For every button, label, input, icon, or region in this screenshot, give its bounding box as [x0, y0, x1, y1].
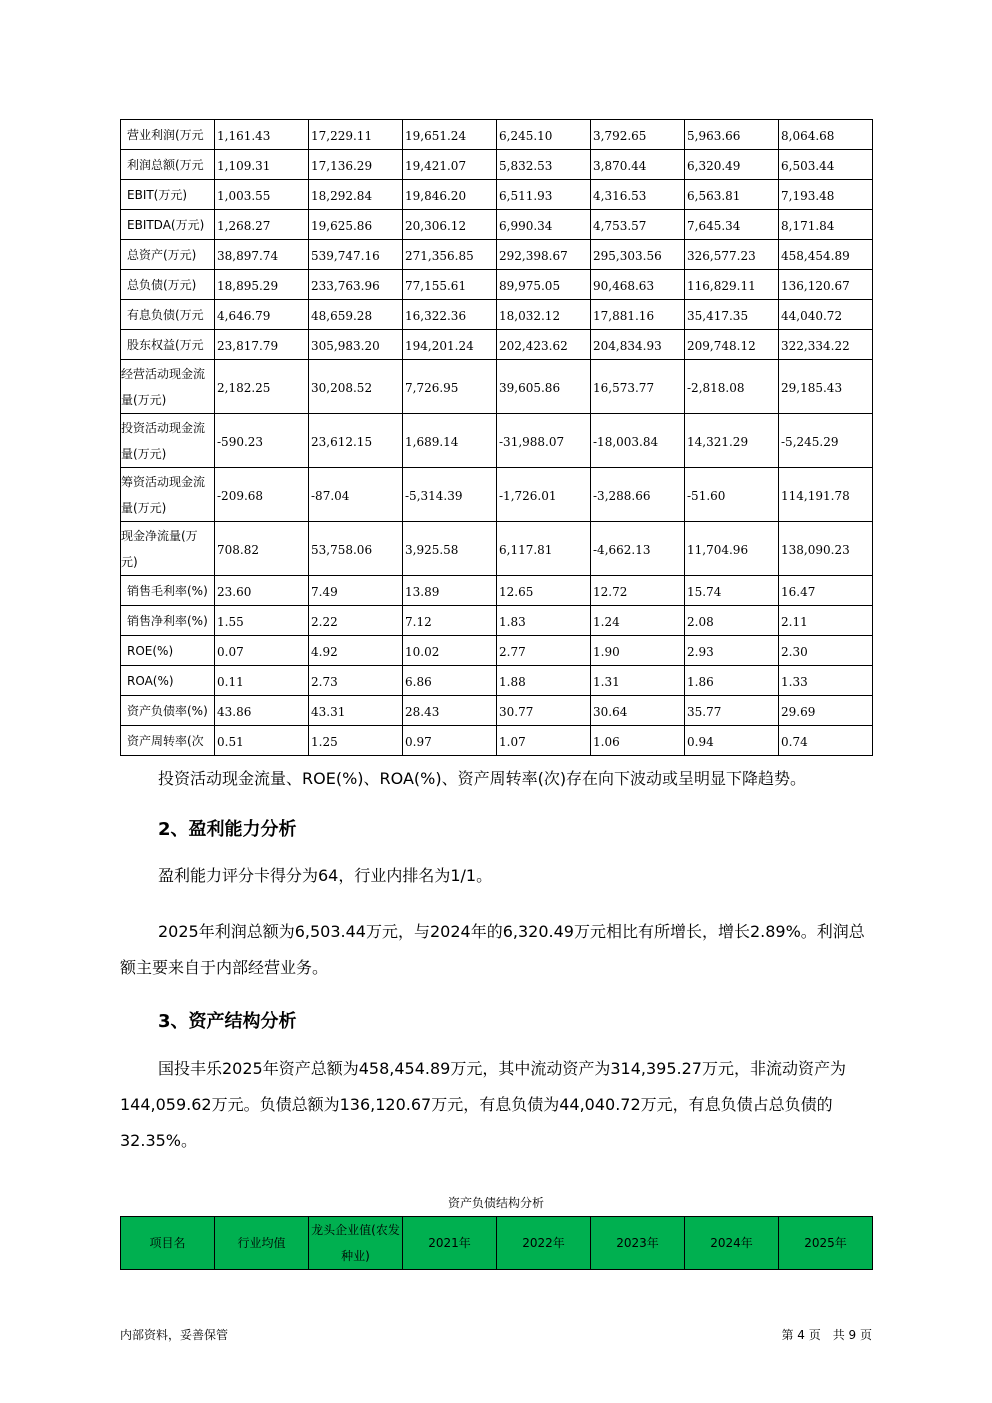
table-cell: 19,421.07 [403, 150, 497, 180]
table-cell: 295,303.56 [591, 240, 685, 270]
table-cell: 89,975.05 [497, 270, 591, 300]
table-cell: 1,689.14 [403, 414, 497, 468]
table-cell: 6,503.44 [779, 150, 873, 180]
table-cell: 28.43 [403, 696, 497, 726]
table-cell: 23,612.15 [309, 414, 403, 468]
table-cell: 6.86 [403, 666, 497, 696]
table-cell: 10.02 [403, 636, 497, 666]
table-cell: -3,288.66 [591, 468, 685, 522]
table-cell: 3,792.65 [591, 120, 685, 150]
table-cell: 539,747.16 [309, 240, 403, 270]
table-cell: 53,758.06 [309, 522, 403, 576]
table-cell: 1,268.27 [215, 210, 309, 240]
table-cell: 292,398.67 [497, 240, 591, 270]
row-label: 资产负债率(%) [121, 696, 215, 726]
table-cell: 6,511.93 [497, 180, 591, 210]
column-header: 2024年 [685, 1217, 779, 1270]
row-label: 股东权益(万元 [121, 330, 215, 360]
table-cell: 35.77 [685, 696, 779, 726]
table-row [121, 330, 873, 360]
footer-confidential: 内部资料，妥善保管 [120, 1328, 229, 1342]
table-cell: 16,322.36 [403, 300, 497, 330]
balance-structure-table [120, 1216, 873, 1270]
table-cell: -5,314.39 [403, 468, 497, 522]
row-label: 有息负债(万元 [121, 300, 215, 330]
table-cell: 0.97 [403, 726, 497, 756]
table-cell: 138,090.23 [779, 522, 873, 576]
table-cell: 7,193.48 [779, 180, 873, 210]
footer-page-number: 第 4 页 共 9 页 [781, 1328, 872, 1342]
table-cell: 458,454.89 [779, 240, 873, 270]
table-row [121, 150, 873, 180]
table-cell: 271,356.85 [403, 240, 497, 270]
table-cell: 23,817.79 [215, 330, 309, 360]
table-cell: 20,306.12 [403, 210, 497, 240]
table-cell: -1,726.01 [497, 468, 591, 522]
table-row [121, 636, 873, 666]
table-cell: 23.60 [215, 576, 309, 606]
table-cell: 29.69 [779, 696, 873, 726]
table-cell: 2.30 [779, 636, 873, 666]
table-cell: 8,064.68 [779, 120, 873, 150]
column-header: 2022年 [497, 1217, 591, 1270]
row-label: 筹资活动现金流量(万元) [121, 468, 215, 522]
table-row [121, 726, 873, 756]
table-cell: 1.31 [591, 666, 685, 696]
table-cell: 8,171.84 [779, 210, 873, 240]
table-cell: 4,646.79 [215, 300, 309, 330]
table-cell: 1.55 [215, 606, 309, 636]
table-cell: 2.08 [685, 606, 779, 636]
table-cell: 0.07 [215, 636, 309, 666]
table-cell: 2,182.25 [215, 360, 309, 414]
table-row [121, 468, 873, 522]
table-cell: 6,117.81 [497, 522, 591, 576]
table-cell: 6,320.49 [685, 150, 779, 180]
table-cell: 17,881.16 [591, 300, 685, 330]
table-cell: 12.65 [497, 576, 591, 606]
table-row [121, 240, 873, 270]
column-header: 2025年 [779, 1217, 873, 1270]
table-cell: 30.64 [591, 696, 685, 726]
table-cell: 6,245.10 [497, 120, 591, 150]
table-cell: 1.88 [497, 666, 591, 696]
table-cell: 116,829.11 [685, 270, 779, 300]
table-cell: 1.07 [497, 726, 591, 756]
row-label: ROE(%) [121, 636, 215, 666]
row-label: 现金净流量(万元) [121, 522, 215, 576]
column-header: 项目名 [121, 1217, 215, 1270]
table-cell: 2.73 [309, 666, 403, 696]
table-cell: 44,040.72 [779, 300, 873, 330]
row-label: 总资产(万元) [121, 240, 215, 270]
table-row [121, 270, 873, 300]
table-cell: 1.86 [685, 666, 779, 696]
table-cell: 114,191.78 [779, 468, 873, 522]
table-cell: 2.93 [685, 636, 779, 666]
table-cell: 19,625.86 [309, 210, 403, 240]
row-label: 总负债(万元) [121, 270, 215, 300]
table-cell: 18,895.29 [215, 270, 309, 300]
column-header: 2023年 [591, 1217, 685, 1270]
table-cell: 2.11 [779, 606, 873, 636]
table-cell: 4,753.57 [591, 210, 685, 240]
table-row [121, 696, 873, 726]
table-cell: 5,832.53 [497, 150, 591, 180]
table-cell: 2.22 [309, 606, 403, 636]
table-cell: -4,662.13 [591, 522, 685, 576]
table-cell: 1,161.43 [215, 120, 309, 150]
table-cell: 5,963.66 [685, 120, 779, 150]
table-row [121, 522, 873, 576]
financial-indicators-table [120, 119, 873, 756]
row-label: 销售毛利率(%) [121, 576, 215, 606]
table-cell: 0.94 [685, 726, 779, 756]
table-cell: 136,120.67 [779, 270, 873, 300]
table-cell: 38,897.74 [215, 240, 309, 270]
table-cell: 326,577.23 [685, 240, 779, 270]
table-cell: 1.83 [497, 606, 591, 636]
table-cell: 13.89 [403, 576, 497, 606]
table-cell: -31,988.07 [497, 414, 591, 468]
table-cell: 43.31 [309, 696, 403, 726]
section2-paragraph-2: 2025年利润总额为6,503.44万元，与2024年的6,320.49万元相比有所增长，增长2.89%。利润总额主要来自于内部经营业务。 [120, 922, 865, 977]
row-label: EBITDA(万元) [121, 210, 215, 240]
table-cell: 90,468.63 [591, 270, 685, 300]
table-cell: 19,846.20 [403, 180, 497, 210]
column-header: 2021年 [403, 1217, 497, 1270]
section3-paragraph-1: 国投丰乐2025年资产总额为458,454.89万元，其中流动资产为314,395.27万元，非流动资产为144,059.62万元。负债总额为136,120.67万元，有息负债为44,040.72万元，有息负债占总负债的32.35%。 [120, 1059, 846, 1150]
table-cell: 39,605.86 [497, 360, 591, 414]
table-row [121, 210, 873, 240]
table-row [121, 180, 873, 210]
table-cell: 2.77 [497, 636, 591, 666]
table-cell: 305,983.20 [309, 330, 403, 360]
table-cell: 708.82 [215, 522, 309, 576]
table-cell: 1.06 [591, 726, 685, 756]
table-cell: 4.92 [309, 636, 403, 666]
table-row [121, 666, 873, 696]
row-label: 资产周转率(次 [121, 726, 215, 756]
column-header: 行业均值 [215, 1217, 309, 1270]
table-row [121, 120, 873, 150]
table-cell: 1,003.55 [215, 180, 309, 210]
table-cell: 202,423.62 [497, 330, 591, 360]
table-cell: 29,185.43 [779, 360, 873, 414]
table-cell: 17,136.29 [309, 150, 403, 180]
table-cell: 17,229.11 [309, 120, 403, 150]
table-cell: -2,818.08 [685, 360, 779, 414]
table-row [121, 360, 873, 414]
table-cell: -209.68 [215, 468, 309, 522]
row-label: 销售净利率(%) [121, 606, 215, 636]
table-cell: 1,109.31 [215, 150, 309, 180]
section3-heading: 3、资产结构分析 [158, 1011, 297, 1032]
table-cell: 6,990.34 [497, 210, 591, 240]
table-row [121, 300, 873, 330]
table-cell: 14,321.29 [685, 414, 779, 468]
table-cell: 30.77 [497, 696, 591, 726]
table-cell: 43.86 [215, 696, 309, 726]
balance-table-caption: 资产负债结构分析 [447, 1196, 544, 1210]
row-label: 投资活动现金流量(万元) [121, 414, 215, 468]
table-row [121, 606, 873, 636]
table-cell: 12.72 [591, 576, 685, 606]
table-cell: 322,334.22 [779, 330, 873, 360]
table-cell: 4,316.53 [591, 180, 685, 210]
table-cell: 194,201.24 [403, 330, 497, 360]
section2-paragraph-1: 盈利能力评分卡得分为64，行业内排名为1/1。 [158, 866, 493, 885]
table-cell: 0.11 [215, 666, 309, 696]
row-label: 利润总额(万元 [121, 150, 215, 180]
table-cell: 15.74 [685, 576, 779, 606]
table-cell: 3,870.44 [591, 150, 685, 180]
table-cell: 7,645.34 [685, 210, 779, 240]
row-label: ROA(%) [121, 666, 215, 696]
table-cell: 77,155.61 [403, 270, 497, 300]
table-cell: 7.12 [403, 606, 497, 636]
table-row [121, 414, 873, 468]
row-label: EBIT(万元) [121, 180, 215, 210]
column-header: 龙头企业值(农发种业) [309, 1217, 403, 1270]
table-cell: -5,245.29 [779, 414, 873, 468]
table-cell: 1.33 [779, 666, 873, 696]
table-cell: 11,704.96 [685, 522, 779, 576]
table-cell: 7.49 [309, 576, 403, 606]
table-cell: 16,573.77 [591, 360, 685, 414]
table-cell: -87.04 [309, 468, 403, 522]
table-cell: 48,659.28 [309, 300, 403, 330]
table-cell: 1.25 [309, 726, 403, 756]
table-cell: 204,834.93 [591, 330, 685, 360]
table-cell: 18,292.84 [309, 180, 403, 210]
table-cell: 35,417.35 [685, 300, 779, 330]
table-cell: 16.47 [779, 576, 873, 606]
table-cell: 1.24 [591, 606, 685, 636]
table-cell: 0.51 [215, 726, 309, 756]
table-cell: -18,003.84 [591, 414, 685, 468]
table-cell: 6,563.81 [685, 180, 779, 210]
table-cell: 0.74 [779, 726, 873, 756]
table-cell: 1.90 [591, 636, 685, 666]
table-cell: 30,208.52 [309, 360, 403, 414]
table-cell: 209,748.12 [685, 330, 779, 360]
table-cell: 7,726.95 [403, 360, 497, 414]
table-row [121, 576, 873, 606]
table-cell: -51.60 [685, 468, 779, 522]
table-cell: 3,925.58 [403, 522, 497, 576]
table-cell: 18,032.12 [497, 300, 591, 330]
row-label: 营业利润(万元 [121, 120, 215, 150]
table-cell: 233,763.96 [309, 270, 403, 300]
section2-heading: 2、盈利能力分析 [158, 819, 297, 840]
table-cell: 19,651.24 [403, 120, 497, 150]
balance-table-header-row [121, 1217, 873, 1270]
row-label: 经营活动现金流量(万元) [121, 360, 215, 414]
trend-note: 投资活动现金流量、ROE(%)、ROA(%)、资产周转率(次)存在向下波动或呈明显下降趋势。 [158, 769, 807, 788]
table-cell: -590.23 [215, 414, 309, 468]
